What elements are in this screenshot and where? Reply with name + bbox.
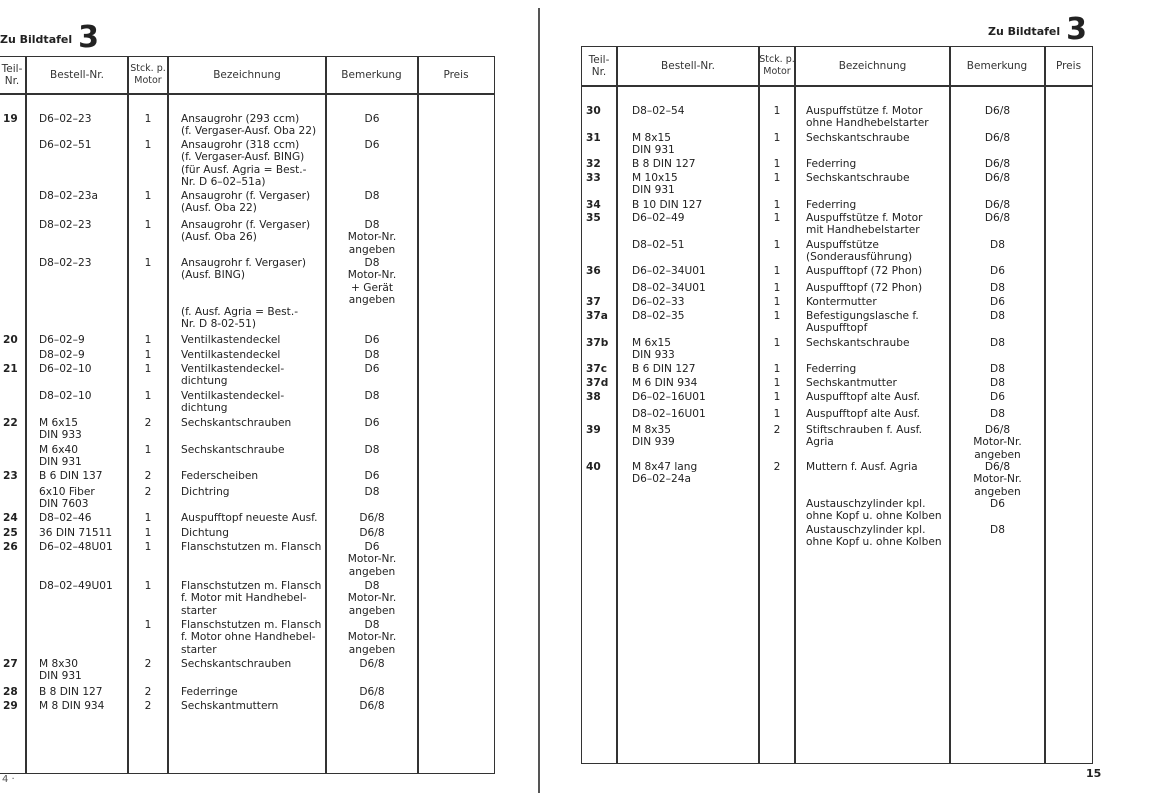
col-header-price: Preis [1055, 60, 1082, 72]
cell-order: B 10 DIN 127 [632, 199, 703, 211]
cell-rem: D6/8 [984, 158, 1011, 170]
page-number: 15 [1086, 767, 1102, 780]
cell-desc: Sechskantschraube [806, 172, 910, 184]
cell-qty: 1 [773, 391, 781, 403]
cell-order: M 10x15 DIN 931 [632, 172, 678, 197]
cell-order: D6–02–23 [39, 113, 92, 125]
cell-rem: D6/8 [359, 512, 385, 524]
cell-rem: D6 [364, 334, 380, 346]
right-header-number: 3 [1066, 12, 1088, 47]
cell-qty: 1 [773, 310, 781, 322]
cell-rem: D8 [990, 524, 1005, 536]
cell-desc: Flanschstutzen m. Flansch f. Motor ohne Handhebel- starter [181, 619, 322, 656]
cell-rem: D6 Motor-Nr. angeben [347, 541, 397, 578]
cell-qty: 2 [773, 461, 781, 473]
cell-rem: D6 [364, 139, 380, 151]
cell-qty: 1 [144, 363, 152, 375]
cell-order: 36 DIN 71511 [39, 527, 113, 539]
cell-qty: 1 [144, 334, 152, 346]
cell-order: M 8 DIN 934 [39, 700, 105, 712]
cell-qty: 1 [144, 580, 152, 592]
cell-rem: D6/8 [984, 212, 1011, 224]
right-header [988, 12, 1087, 47]
cell-nr: 38 [586, 391, 601, 403]
cell-desc: Austauschzylinder kpl. ohne Kopf u. ohne Kolben [806, 524, 942, 549]
cell-desc: Ventilkastendeckel [181, 349, 281, 361]
cell-desc: Auspufftopf (72 Phon) [806, 282, 923, 294]
cell-desc: Muttern f. Ausf. Agria [806, 461, 918, 473]
cell-nr: 26 [3, 541, 18, 553]
cell-nr: 25 [3, 527, 18, 539]
cell-order: M 8x15 DIN 931 [632, 132, 675, 157]
cell-rem: D8 [364, 444, 380, 456]
cell-rem: D6/8 [359, 658, 385, 670]
cell-rem: D8 Motor-Nr. angeben [347, 619, 397, 656]
cell-qty: 1 [144, 349, 152, 361]
cell-qty: 1 [773, 265, 781, 277]
cell-nr: 30 [586, 105, 601, 117]
cell-rem: D8 Motor-Nr. angeben [347, 580, 397, 617]
cell-nr: 33 [586, 172, 601, 184]
cell-qty: 1 [773, 363, 781, 375]
cell-rem: D6/8 [984, 199, 1011, 211]
cell-rem: D8 [364, 190, 380, 202]
cell-qty: 1 [773, 158, 781, 170]
cell-nr: 39 [586, 424, 601, 436]
cell-qty: 2 [773, 424, 781, 436]
cell-desc: Kontermutter [806, 296, 877, 308]
cell-qty: 1 [773, 212, 781, 224]
cell-qty: 1 [144, 512, 152, 524]
cell-qty: 1 [773, 337, 781, 349]
col-header-qty: Stck. p. Motor [759, 54, 795, 77]
cell-order: D8–02–23 [39, 219, 92, 231]
cell-qty: 1 [144, 541, 152, 553]
cell-rem: D8 [990, 239, 1005, 251]
cell-nr: 28 [3, 686, 18, 698]
cell-desc: Auspufftopf alte Ausf. [806, 391, 920, 403]
col-header-desc: Bezeichnung [838, 60, 907, 72]
cell-rem: D8 [364, 486, 380, 498]
cell-desc: Ventilkastendeckel- dichtung [181, 390, 285, 415]
cell-order: B 8 DIN 127 [632, 158, 696, 170]
cell-desc: Dichtring [181, 486, 230, 498]
cell-order: D8–02–9 [39, 349, 85, 361]
cell-nr: 22 [3, 417, 18, 429]
cell-rem: D6 [364, 113, 380, 125]
cell-desc: Sechskantschraube [806, 337, 910, 349]
cell-rem: D6/8 [359, 686, 385, 698]
cell-order: M 6x40 DIN 931 [39, 444, 82, 469]
cell-rem: D8 Motor-Nr. + Gerät angeben [347, 257, 397, 306]
cell-qty: 1 [773, 239, 781, 251]
cell-order: D8–02–54 [632, 105, 685, 117]
cell-qty: 1 [144, 444, 152, 456]
col-header-nr: Teil- Nr. [588, 54, 610, 78]
cell-qty: 2 [144, 658, 152, 670]
cell-nr: 31 [586, 132, 601, 144]
cell-qty: 2 [144, 700, 152, 712]
cell-rem: D8 [990, 377, 1005, 389]
cell-order: 6x10 Fiber DIN 7603 [39, 486, 95, 511]
cell-desc: Auspuffstütze (Sonderausführung) [806, 239, 913, 264]
cell-qty: 1 [144, 527, 152, 539]
col-header-price: Preis [443, 69, 469, 81]
cell-nr: 29 [3, 700, 18, 712]
cell-order: D8–02–35 [632, 310, 685, 322]
cell-desc: Federring [806, 158, 857, 170]
cell-nr: 36 [586, 265, 601, 277]
cell-nr: 37c [586, 363, 608, 375]
cell-qty: 2 [144, 417, 152, 429]
cell-rem: D6/8 [359, 527, 385, 539]
cell-order: M 8x30 DIN 931 [39, 658, 82, 683]
col-header-rem: Bemerkung [966, 60, 1028, 72]
cell-order: M 6 DIN 934 [632, 377, 698, 389]
cell-qty: 1 [144, 190, 152, 202]
cell-order: D8–02–51 [632, 239, 685, 251]
cell-rem: D8 [990, 337, 1005, 349]
col-header-desc: Bezeichnung [213, 69, 281, 81]
cell-rem: D6 [364, 417, 380, 429]
cell-rem: D8 [990, 408, 1005, 420]
cell-rem: D6 [990, 498, 1005, 510]
cell-rem: D6/8 [359, 700, 385, 712]
cell-rem: D6 [364, 363, 380, 375]
cell-qty: 1 [144, 619, 152, 631]
cell-order: D6–02–33 [632, 296, 685, 308]
cell-order: D8–02–34U01 [632, 282, 706, 294]
col-header-order: Bestell-Nr. [661, 60, 715, 72]
cell-order: M 6x15 DIN 933 [39, 417, 82, 442]
cell-qty: 1 [773, 199, 781, 211]
cell-nr: 23 [3, 470, 18, 482]
cell-desc: Auspufftopf alte Ausf. [806, 408, 920, 420]
cell-rem: D8 Motor-Nr. angeben [347, 219, 397, 256]
cell-order: D8–02–46 [39, 512, 92, 524]
cell-rem: D6/8 Motor-Nr. angeben [973, 424, 1022, 461]
cell-desc: Sechskantschraube [181, 444, 285, 456]
cell-rem: D8 [364, 349, 380, 361]
cell-desc: Auspufftopf neueste Ausf. [181, 512, 318, 524]
cell-nr: 34 [586, 199, 601, 211]
cell-nr: 37a [586, 310, 608, 322]
cell-rem: D6/8 [984, 132, 1011, 144]
cell-rem: D8 [990, 310, 1005, 322]
cell-qty: 1 [773, 377, 781, 389]
cell-desc: Federringe [181, 686, 238, 698]
cell-desc: Auspuffstütze f. Motor mit Handhebelstarter [806, 212, 923, 237]
cell-order: D8–02–10 [39, 390, 92, 402]
cell-desc: Ventilkastendeckel [181, 334, 281, 346]
cell-desc: Ansaugrohr (318 ccm) (f. Vergaser-Ausf. BING) (für Ausf. Agria = Best.- Nr. D 6–02–51a) [181, 139, 307, 188]
cell-qty: 1 [773, 408, 781, 420]
cell-qty: 1 [773, 172, 781, 184]
cell-rem: D8 [990, 363, 1005, 375]
cell-desc: Federring [806, 199, 857, 211]
col-header-rem: Bemerkung [341, 69, 402, 81]
cell-order: M 8x35 DIN 939 [632, 424, 675, 449]
cell-desc: Stiftschrauben f. Ausf. Agria [806, 424, 922, 449]
cell-qty: 1 [773, 132, 781, 144]
cell-desc: Sechskantschrauben [181, 658, 292, 670]
right-header-prefix: Zu Bildtafel [988, 25, 1061, 38]
cell-qty: 1 [773, 282, 781, 294]
cell-desc: Sechskantschraube [806, 132, 910, 144]
cell-nr: 35 [586, 212, 601, 224]
cell-qty: 1 [144, 139, 152, 151]
cell-desc: Sechskantschrauben [181, 417, 292, 429]
cell-order: D6–02–34U01 [632, 265, 706, 277]
cell-order: M 6x15 DIN 933 [632, 337, 675, 362]
cell-rem: D6/8 [984, 172, 1011, 184]
cell-desc: Auspuffstütze f. Motor ohne Handhebelstarter [806, 105, 929, 130]
cell-desc: Flanschstutzen m. Flansch [181, 541, 322, 553]
cell-rem: D8 [364, 390, 380, 402]
right-page [548, 0, 1152, 799]
cell-desc: Ventilkastendeckel- dichtung [181, 363, 285, 388]
cell-desc: Ansaugrohr (293 ccm) (f. Vergaser-Ausf. Oba 22) [181, 113, 317, 138]
cell-qty: 1 [144, 113, 152, 125]
cell-order: D8–02–23a [39, 190, 98, 202]
left-header-prefix: Zu Bildtafel [0, 33, 73, 46]
cell-desc: Ansaugrohr f. Vergaser) (Ausf. BING) (f. Ausf. Agria = Best.- Nr. D 8-02-51) [181, 257, 306, 331]
cell-qty: 1 [144, 257, 152, 269]
cell-order: D6–02–9 [39, 334, 85, 346]
cell-rem: D8 [990, 282, 1005, 294]
cell-desc: Befestigungslasche f. Auspufftopf [806, 310, 919, 335]
cell-nr: 37d [586, 377, 609, 389]
cell-order: B 6 DIN 137 [39, 470, 103, 482]
cell-order: D8–02–49U01 [39, 580, 113, 592]
cell-order: D8–02–16U01 [632, 408, 706, 420]
cell-desc: Sechskantmutter [806, 377, 897, 389]
cell-order: D6–02–48U01 [39, 541, 113, 553]
cell-qty: 2 [144, 486, 152, 498]
cell-nr: 27 [3, 658, 18, 670]
left-page-mark: 4 · [2, 774, 15, 785]
cell-rem: D6/8 Motor-Nr. angeben [973, 461, 1022, 498]
cell-order: D6–02–16U01 [632, 391, 706, 403]
col-header-qty: Stck. p. Motor [130, 63, 166, 86]
cell-nr: 19 [3, 113, 18, 125]
cell-desc: Sechskantmuttern [181, 700, 279, 712]
cell-nr: 37 [586, 296, 601, 308]
cell-nr: 24 [3, 512, 18, 524]
cell-nr: 20 [3, 334, 18, 346]
cell-desc: Auspufftopf (72 Phon) [806, 265, 923, 277]
left-header-number: 3 [78, 20, 100, 55]
cell-qty: 1 [773, 296, 781, 308]
cell-rem: D6 [990, 296, 1005, 308]
left-parts-table [0, 56, 495, 774]
cell-qty: 1 [144, 390, 152, 402]
cell-order: M 8x47 lang D6–02–24a [632, 461, 698, 486]
cell-order: D6–02–10 [39, 363, 92, 375]
cell-order: D6–02–51 [39, 139, 92, 151]
cell-nr: 40 [586, 461, 601, 473]
right-parts-table [581, 46, 1093, 764]
cell-desc: Federscheiben [181, 470, 259, 482]
cell-rem: D6/8 [984, 105, 1011, 117]
cell-qty: 1 [144, 219, 152, 231]
cell-desc: Dichtung [181, 527, 229, 539]
cell-rem: D6 [990, 391, 1005, 403]
col-header-nr: Teil- Nr. [1, 63, 23, 87]
cell-desc: Federring [806, 363, 857, 375]
cell-qty: 2 [144, 470, 152, 482]
cell-desc: Flanschstutzen m. Flansch f. Motor mit Handhebel- starter [181, 580, 322, 617]
cell-order: D6–02–49 [632, 212, 685, 224]
left-page [0, 0, 540, 799]
cell-nr: 37b [586, 337, 609, 349]
col-header-order: Bestell-Nr. [50, 69, 104, 81]
cell-order: B 6 DIN 127 [632, 363, 696, 375]
cell-nr: 32 [586, 158, 601, 170]
cell-rem: D6 [364, 470, 380, 482]
cell-rem: D6 [990, 265, 1005, 277]
cell-nr: 21 [3, 363, 18, 375]
cell-order: D8–02–23 [39, 257, 92, 269]
page-fold [538, 8, 540, 793]
cell-qty: 1 [773, 105, 781, 117]
cell-qty: 2 [144, 686, 152, 698]
cell-desc: Ansaugrohr (f. Vergaser) (Ausf. Oba 22) [181, 190, 311, 215]
left-header [0, 20, 99, 55]
cell-desc: Ansaugrohr (f. Vergaser) (Ausf. Oba 26) [181, 219, 311, 244]
cell-order: B 8 DIN 127 [39, 686, 103, 698]
cell-desc: Austauschzylinder kpl. ohne Kopf u. ohne Kolben [806, 498, 942, 523]
